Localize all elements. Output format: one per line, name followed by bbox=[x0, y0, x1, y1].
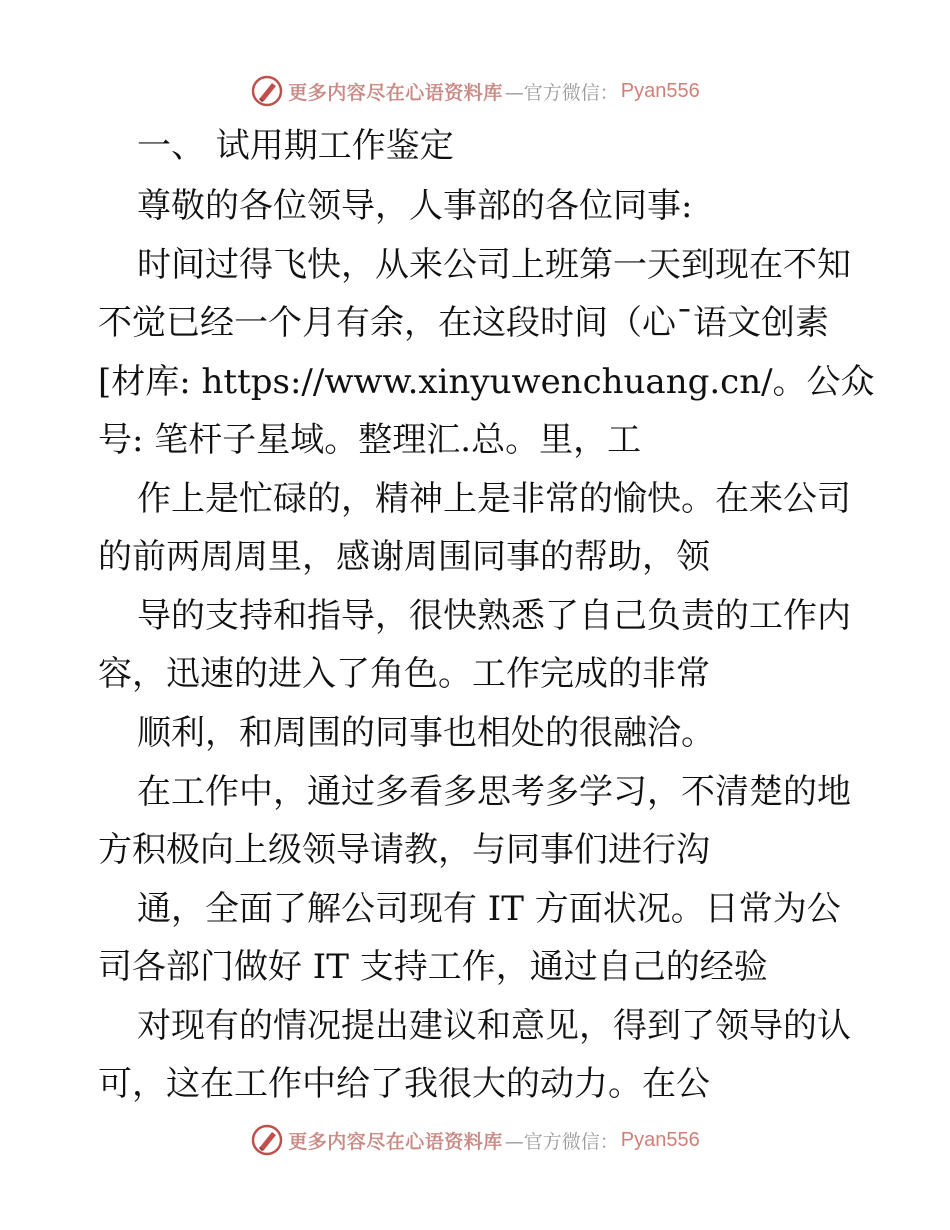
text-line: 时间过得飞快，从来公司上班第一天到现在不知 bbox=[137, 245, 851, 285]
footer-banner bbox=[0, 1120, 950, 1160]
banner-main-text: 更多内容尽在心语资料库 bbox=[288, 1130, 503, 1153]
section-heading: 一、 试用期工作鉴定 bbox=[137, 126, 454, 166]
salutation: 尊敬的各位领导，人事部的各位同事: bbox=[137, 186, 693, 226]
text-line: 对现有的情况提出建议和意见，得到了领导的认 bbox=[137, 1006, 851, 1046]
banner-main-text: 更多内容尽在心语资料库 bbox=[288, 81, 503, 104]
text-line: 司各部门做好 IT 支持工作，通过自己的经验 bbox=[98, 947, 768, 987]
text-line: 导的支持和指导，很快熟悉了自己负责的工作内 bbox=[137, 596, 851, 636]
text-line: 不觉已经一个月有余，在这段时间（心¯语文创素 bbox=[98, 303, 829, 343]
pen-logo-icon bbox=[250, 74, 284, 108]
text-line: 在工作中，通过多看多思考多学习，不清楚的地 bbox=[137, 772, 851, 812]
text-line: 方积极向上级领导请教，与同事们进行沟 bbox=[98, 830, 710, 870]
text-line: 作上是忙碌的，精神上是非常的愉快。在来公司 bbox=[137, 479, 851, 519]
text-line: 容，迅速的进入了角色。工作完成的非常 bbox=[98, 654, 710, 694]
text-line: 通，全面了解公司现有 IT 方面状况。日常为公 bbox=[137, 889, 841, 929]
banner-wechat-id: Pyan556 bbox=[620, 1128, 700, 1151]
header-banner bbox=[0, 71, 950, 111]
text-line: 顺利，和周围的同事也相处的很融洽。 bbox=[137, 713, 715, 753]
banner-sub-text: —官方微信： bbox=[504, 81, 619, 104]
text-line: 的前两周周里，感谢周围同事的帮助，领 bbox=[98, 537, 710, 577]
text-line: 号: 笔杆子星域。整理汇.总。里，工 bbox=[98, 420, 642, 460]
text-line: 可，这在工作中给了我很大的动力。在公 bbox=[98, 1064, 710, 1104]
banner-sub-text: —官方微信： bbox=[504, 1130, 619, 1153]
text-line: [材库: https://www.xinyuwenchuang.cn/。公众 bbox=[98, 362, 875, 402]
banner-wechat-id: Pyan556 bbox=[620, 79, 700, 102]
pen-logo-icon bbox=[250, 1123, 284, 1157]
